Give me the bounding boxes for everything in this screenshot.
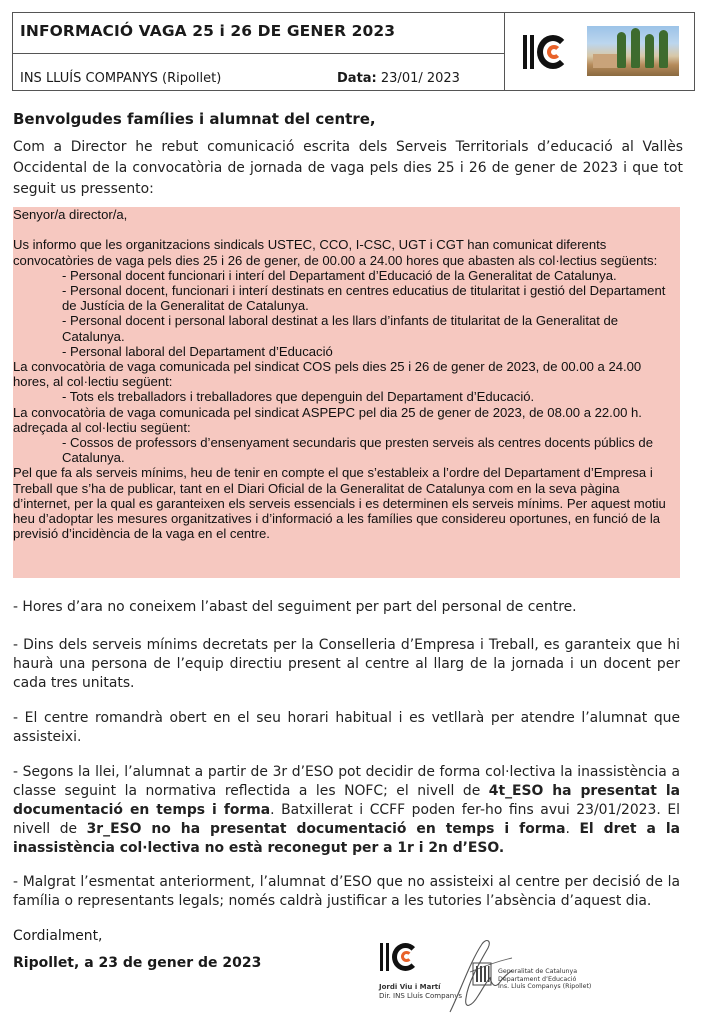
info-point: - Dins dels serveis mínims decretats per la Conselleria d’Empresa i Treball, es garanteix que hi haurà una persona de l’equip directiu present al centre al llarg de la jornada i un docent per cada tres unitats. xyxy=(13,637,680,691)
document-date xyxy=(337,71,460,86)
notice-list-item: - Personal docent funcionari i interí del Departament d’Educació de la Generalitat de Catalunya. xyxy=(62,267,617,283)
info-point-student-rights: - Segons la llei, l’alumnat a partir de 3r d’ESO pot decidir de forma col·lectiva la inassistència a classe seguint la normativa reflectida a les NOFC; el nivell de 4t_ESO ha presentat la documentació en temps i forma. Batxillerat i CCFF poden fer-ho fins avui 23/01/2023. El nivell de 3r_ESO no ha presentat documentació en temps i forma. El dret a la inassistència col·lectiva no està reconegut per a 1r i 2n d’ESO. xyxy=(13,764,681,856)
school-building-photo xyxy=(587,26,679,76)
notice-list-item: - Personal docent i personal laboral destinat a les llars d’infants de titularitat de la Generalitat de Catalunya. xyxy=(62,313,619,344)
stamp-line: Departament d’Educació xyxy=(498,975,577,983)
place-and-date: Ripollet, a 23 de gener de 2023 xyxy=(13,955,262,971)
document-title: INFORMACIÓ VAGA 25 i 26 DE GENER 2023 xyxy=(13,13,505,54)
intro-paragraph: Com a Director he rebut comunicació escrita dels Serveis Territorials d’educació al Vallès Occidental de la convocatòria de jornada de vaga pels dies 25 i 26 de gener de 2023 i que tot seguit us pressento: xyxy=(13,139,683,197)
notice-list-item: - Tots els treballadors i treballadores que depenguin del Departament d’Educació. xyxy=(62,389,535,405)
notice-paragraph: La convocatòria de vaga comunicada pel sindicat ASPEPC pel dia 25 de gener de 2023, de 08.00 a 22.00 h. adreçada al col·lectiu següent: xyxy=(13,404,642,435)
ESO3-status: 3r_ESO no ha presentat documentació en temps i forma xyxy=(86,821,566,837)
info-point: - El centre romandrà obert en el seu horari habitual i es vetllarà per atendre l’alumnat que assisteixi. xyxy=(13,710,680,745)
official-stamp-text xyxy=(498,968,591,991)
notice-paragraph: Us informo que les organitzacions sindicals USTEC, CCO, I-CSC, UGT i CGT han comunicat diferents convocatòries de vaga pels dies 25 i 26 de gener, de 00.00 a 24.00 hores que abasten als col·lectius següents: xyxy=(13,237,658,268)
notice-salutation: Senyor/a director/a, xyxy=(13,207,128,222)
closing: Cordialment, xyxy=(13,928,103,944)
gencat-stamp-icon xyxy=(472,962,492,986)
notice-list-item: - Cossos de professors d’ensenyament secundaris que presten serveis als centres docents públics de Catalunya. xyxy=(62,435,653,466)
school-logo-cell xyxy=(505,13,694,90)
info-point: - Malgrat l’esmentat anteriorment, l’alumnat d’ESO que no assisteixi al centre per decisió de la família o representants legals; només caldrà justificar a les tutories l’absència d’aquest dia. xyxy=(13,874,680,909)
ESO12-rights: El dret a la inassistència col·lectiva no està reconegut per a 1r i 2n d’ESO. xyxy=(13,821,680,856)
notice-paragraph: La convocatòria de vaga comunicada pel sindicat COS pels dies 25 i 26 de gener de 2023, de 00.00 a 24.00 hores, al col·lectiu següent: xyxy=(13,359,642,390)
ESO4-status: 4t_ESO ha presentat la documentació en temps i forma xyxy=(13,783,680,818)
school-logo xyxy=(523,33,579,73)
greeting: Benvolgudes famílies i alumnat del centre, xyxy=(13,110,376,128)
notice-paragraph: Pel que fa als serveis mínims, heu de tenir en compte el que s’estableix a l’ordre del Departament d’Empresa i Treball que s’ha de publicar, tant en el Diari Oficial de la Generalitat de Catalunya com en la seva pàgina d’internet, per la qual es garanteixen els serveis essencials i es determinen els serveis mínims. Per aquest motiu heu d’adoptar les mesures organitzatives i d’informació a les famílies que considereu oportunes, en funció de la previsió d’incidència de la vaga en el centre. xyxy=(13,465,666,542)
date-value: 23/01/ 2023 xyxy=(380,71,460,86)
notice-list-item: - Personal docent, funcionari i interí destinats en centres educatius de titularitat i gestió del Departament de Justícia de la Generalitat de Catalunya. xyxy=(62,283,666,314)
school-name: INS LLUÍS COMPANYS (Ripollet) xyxy=(20,71,222,86)
signatory-name: Jordi Viu i Martí xyxy=(379,983,441,991)
date-label: Data: xyxy=(337,71,377,86)
header-info-row xyxy=(13,54,505,91)
notice-list-item: - Personal laboral del Departament d’Educació xyxy=(62,343,333,359)
document-header xyxy=(12,12,695,91)
stamp-line: Generalitat de Catalunya xyxy=(498,968,578,975)
stamp-line: Ins. Lluís Companys (Ripollet) xyxy=(498,983,592,990)
strike-notice-box xyxy=(13,207,680,578)
info-point: - Hores d’ara no coneixem l’abast del seguiment per part del personal de centre. xyxy=(13,599,577,615)
signatory-role: Dir. INS Lluís Companys xyxy=(379,992,463,1000)
